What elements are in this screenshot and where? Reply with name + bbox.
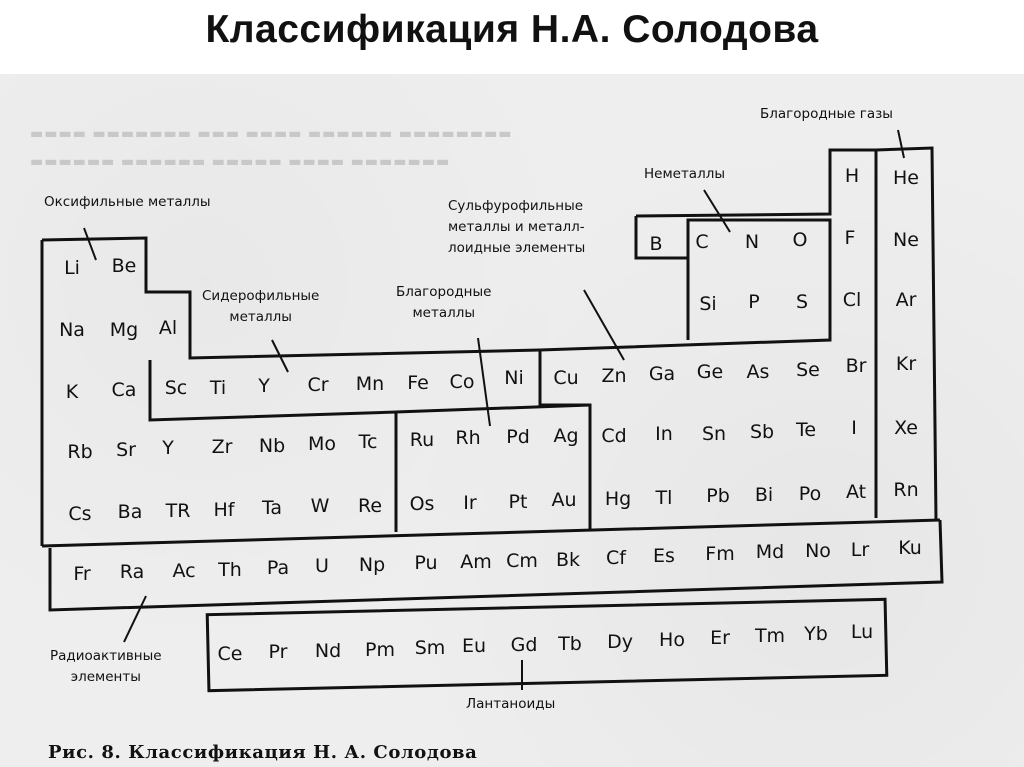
element-c: C [695, 231, 709, 253]
label-sulfurophile-line-2: металлы и металл- [448, 219, 585, 235]
label-siderophile [202, 286, 319, 328]
label-radioactive-line-2: элементы [70, 669, 141, 685]
element-k: K [65, 381, 79, 403]
element-tb: Tb [558, 633, 582, 655]
label-siderophile-line-2: металлы [229, 309, 292, 325]
scanned-figure: ▬▬▬▬ ▬▬▬▬▬▬▬ ▬▬▬ ▬▬▬▬ ▬▬▬▬▬▬ ▬▬▬▬▬▬▬▬ ▬▬▬▬▬▬ ▬▬▬▬▬▬ ▬▬▬▬▬ ▬▬▬▬ ▬▬▬▬▬▬▬ [0, 74, 1024, 767]
element-fe: Fe [407, 372, 429, 394]
element-lr: Lr [850, 539, 870, 561]
element-be: Be [111, 255, 137, 277]
label-noble-metals-line-2: металлы [412, 305, 476, 321]
element-sb: Sb [749, 421, 775, 443]
element-te: Te [795, 419, 817, 441]
element-u: U [315, 555, 329, 577]
element-ne: Ne [893, 229, 919, 251]
element-xe: Xe [894, 417, 918, 439]
element-th: Th [218, 559, 242, 581]
element-np: Np [358, 554, 386, 576]
element-li: Li [64, 257, 80, 279]
element-ti: Ti [209, 377, 227, 399]
element-na: Na [59, 319, 85, 341]
element-dy: Dy [607, 631, 633, 653]
element-ta: Ta [261, 497, 283, 519]
element-sc: Sc [164, 377, 188, 399]
element-si: Si [699, 293, 717, 315]
element-am: Am [460, 551, 492, 573]
label-noble-gases: Благородные газы [760, 106, 893, 122]
element-tr: TR [165, 500, 191, 522]
element-ga: Ga [648, 363, 676, 385]
element-mo: Mo [307, 433, 337, 455]
element-n: N [744, 231, 760, 253]
element-pt: Pt [508, 491, 528, 513]
element-s: S [795, 291, 809, 313]
element-nb: Nb [258, 435, 286, 457]
element-al: Al [158, 317, 178, 339]
element-mn: Mn [355, 373, 385, 395]
element-br: Br [845, 355, 867, 377]
element-ag: Ag [553, 425, 579, 447]
element-pb: Pb [706, 485, 730, 507]
element-po: Po [798, 483, 822, 505]
element-mg: Mg [109, 319, 139, 341]
element-ra: Ra [119, 561, 145, 583]
element-sm: Sm [414, 637, 446, 659]
element-zn: Zn [601, 365, 627, 387]
element-pr: Pr [268, 641, 288, 663]
element-tm: Tm [754, 625, 786, 647]
element-re: Re [357, 495, 383, 517]
label-noble-metals [396, 282, 491, 324]
element-tc: Tc [358, 431, 378, 453]
label-oxyphile-metals: Оксифильные металлы [44, 194, 211, 210]
element-pm: Pm [365, 639, 395, 661]
element-ku: Ku [898, 537, 922, 559]
element-ho: Ho [659, 629, 685, 651]
element-cr: Cr [307, 374, 329, 396]
element-hg: Hg [604, 488, 632, 510]
element-o: O [792, 229, 808, 251]
element-pu: Pu [414, 552, 438, 574]
element-md: Md [755, 541, 785, 563]
element-rb: Rb [67, 441, 93, 463]
element-cm: Cm [506, 550, 538, 572]
element-tl: Tl [655, 487, 673, 509]
element-kr: Kr [895, 353, 917, 375]
element-co: Co [449, 371, 475, 393]
label-siderophile-line-1: Сидерофильные [202, 288, 320, 304]
label-noble-metals-line-1: Благородные [396, 284, 492, 300]
element-nd: Nd [314, 640, 342, 662]
element-ce: Ce [217, 643, 243, 665]
element-ac: Ac [172, 560, 196, 582]
element-in: In [655, 423, 673, 445]
element-lu: Lu [850, 621, 874, 643]
element-y-2: Y [162, 437, 174, 459]
element-cf: Cf [606, 547, 626, 569]
element-at: At [845, 481, 867, 503]
element-cl: Cl [842, 289, 862, 311]
element-sn: Sn [701, 423, 727, 445]
element-b: B [649, 233, 663, 255]
element-yb: Yb [804, 623, 828, 645]
element-rh: Rh [455, 427, 481, 449]
element-cd: Cd [601, 425, 627, 447]
element-fm: Fm [705, 543, 735, 565]
element-i: I [851, 417, 857, 439]
element-ni: Ni [504, 367, 524, 389]
element-zr: Zr [211, 436, 233, 458]
element-ba: Ba [117, 501, 143, 523]
figure-caption: Рис. 8. Классификация Н. А. Солодова [48, 742, 478, 763]
element-gd: Gd [510, 634, 538, 656]
element-es: Es [653, 545, 675, 567]
label-nonmetals: Неметаллы [644, 166, 725, 182]
element-ge: Ge [696, 361, 724, 383]
label-radioactive [50, 646, 162, 688]
element-as: As [746, 361, 770, 383]
element-cu: Cu [553, 367, 579, 389]
element-pd: Pd [506, 426, 530, 448]
slide-title: Классификация Н.А. Солодова [205, 8, 819, 51]
label-lanthanides: Лантаноиды [466, 696, 556, 712]
label-sulfurophile-line-3: лоидные элементы [448, 240, 586, 256]
element-ca: Ca [111, 379, 137, 401]
element-au: Au [551, 489, 577, 511]
element-h: H [844, 165, 860, 187]
element-pa: Pa [266, 557, 290, 579]
element-p: P [748, 291, 760, 313]
element-fr: Fr [73, 563, 91, 585]
element-er: Er [710, 627, 730, 649]
element-ru: Ru [409, 429, 435, 451]
element-w: W [310, 495, 330, 517]
element-bk: Bk [555, 549, 581, 571]
element-se: Se [796, 359, 820, 381]
label-sulfurophile [448, 196, 585, 259]
element-cs: Cs [68, 503, 92, 525]
element-y: Y [258, 375, 270, 397]
element-rn: Rn [893, 479, 919, 501]
element-eu: Eu [461, 635, 487, 657]
element-hf: Hf [213, 499, 235, 521]
element-ir: Ir [463, 492, 477, 514]
element-sr: Sr [116, 439, 136, 461]
element-bi: Bi [754, 484, 774, 506]
element-he: He [893, 167, 919, 189]
element-f: F [844, 227, 856, 249]
element-ar: Ar [895, 289, 917, 311]
label-sulfurophile-line-1: Сульфурофильные [448, 198, 584, 214]
label-radioactive-line-1: Радиоактивные [50, 648, 162, 664]
element-os: Os [409, 493, 435, 515]
element-no: No [805, 540, 831, 562]
